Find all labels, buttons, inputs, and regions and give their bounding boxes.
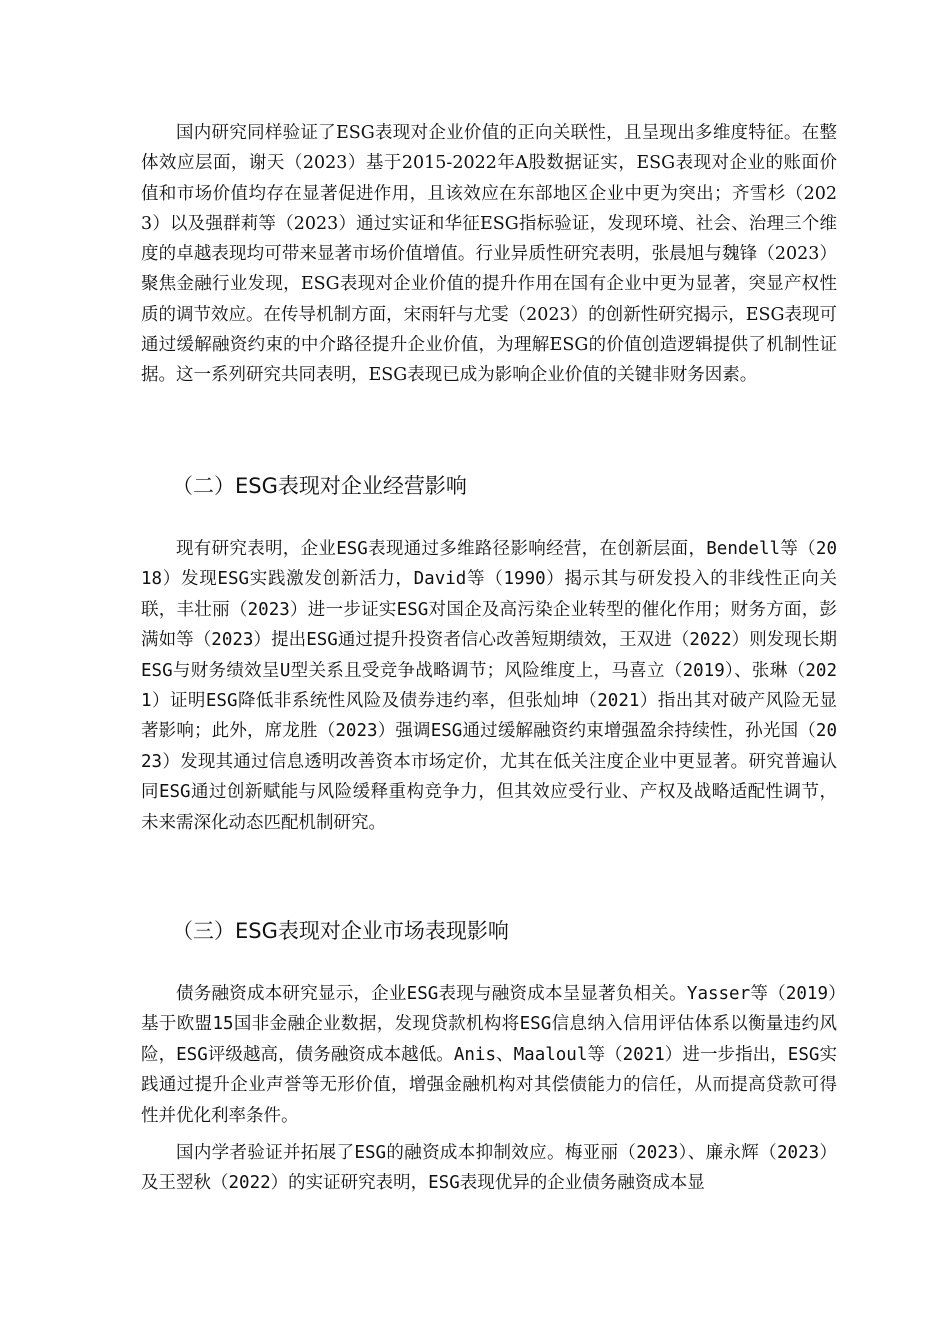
section-heading-esg-market: （三）ESG表现对企业市场表现影响 [172, 919, 509, 943]
body-paragraph-esg-operations: 现有研究表明，企业ESG表现通过多维路径影响经营，在创新层面，Bendell等（2018）发现ESG实践激发创新活力，David等（1990）揭示其与研发投入的非线性正向关联，丰壮丽（2023）进一步证实ESG对国企及高污染企业转型的催化作用；财务方面，彭满如等（2023）提出ESG通过提升投资者信心改善短期绩效，王双进（2022）则发现长期ESG与财务绩效呈U型关系且受竞争战略调节；风险维度上，马喜立（2019）、张琳（2021）证明ESG降低非系统性风险及债券违约率，但张灿坤（2021）指出其对破产风险无显著影响；此外，席龙胜（2023）强调ESG通过缓解融资约束增强盈余持续性，孙光国（2023）发现其通过信息透明改善资本市场定价，尤其在低关注度企业中更显著。研究普遍认同ESG通过创新赋能与风险缓释重构竞争力，但其效应受行业、产权及战略适配性调节，未来需深化动态匹配机制研究。 [141, 539, 837, 833]
body-paragraph-esg-firm-value: 国内研究同样验证了ESG表现对企业价值的正向关联性，且呈现出多维度特征。在整体效应层面，谢天（2023）基于2015-2022年A股数据证实，ESG表现对企业的账面价值和市场价值均存在显著促进作用，且该效应在东部地区企业中更为突出；齐雪杉（2023）以及强群莉等（2023）通过实证和华征ESG指标验证，发现环境、社会、治理三个维度的卓越表现均可带来显著市场价值增值。行业异质性研究表明，张晨旭与魏锋（2023）聚焦金融行业发现，ESG表现对企业价值的提升作用在国有企业中更为显著，突显产权性质的调节效应。在传导机制方面，宋雨轩与尤雯（2023）的创新性研究揭示，ESG表现可通过缓解融资约束的中介路径提升企业价值，为理解ESG的价值创造逻辑提供了机制性证据。这一系列研究共同表明，ESG表现已成为影响企业价值的关键非财务因素。 [141, 123, 837, 386]
body-paragraph-debt-financing-cost: 债务融资成本研究显示，企业ESG表现与融资成本呈显著负相关。Yasser等（2019）基于欧盟15国非金融企业数据，发现贷款机构将ESG信息纳入信用评估体系以衡量违约风险，ESG评级越高，债务融资成本越低。Anis、Maaloul等（2021）进一步指出，ESG实践通过提升企业声誉等无形价值，增强金融机构对其偿债能力的信任，从而提高贷款可得性并优化利率条件。 [141, 984, 837, 1126]
body-paragraph-domestic-scholars: 国内学者验证并拓展了ESG的融资成本抑制效应。梅亚丽（2023）、廉永辉（2023）及王翌秋（2022）的实证研究表明，ESG表现优异的企业债务融资成本显 [141, 1143, 837, 1194]
section-heading-esg-operations: （二）ESG表现对企业经营影响 [172, 474, 467, 498]
